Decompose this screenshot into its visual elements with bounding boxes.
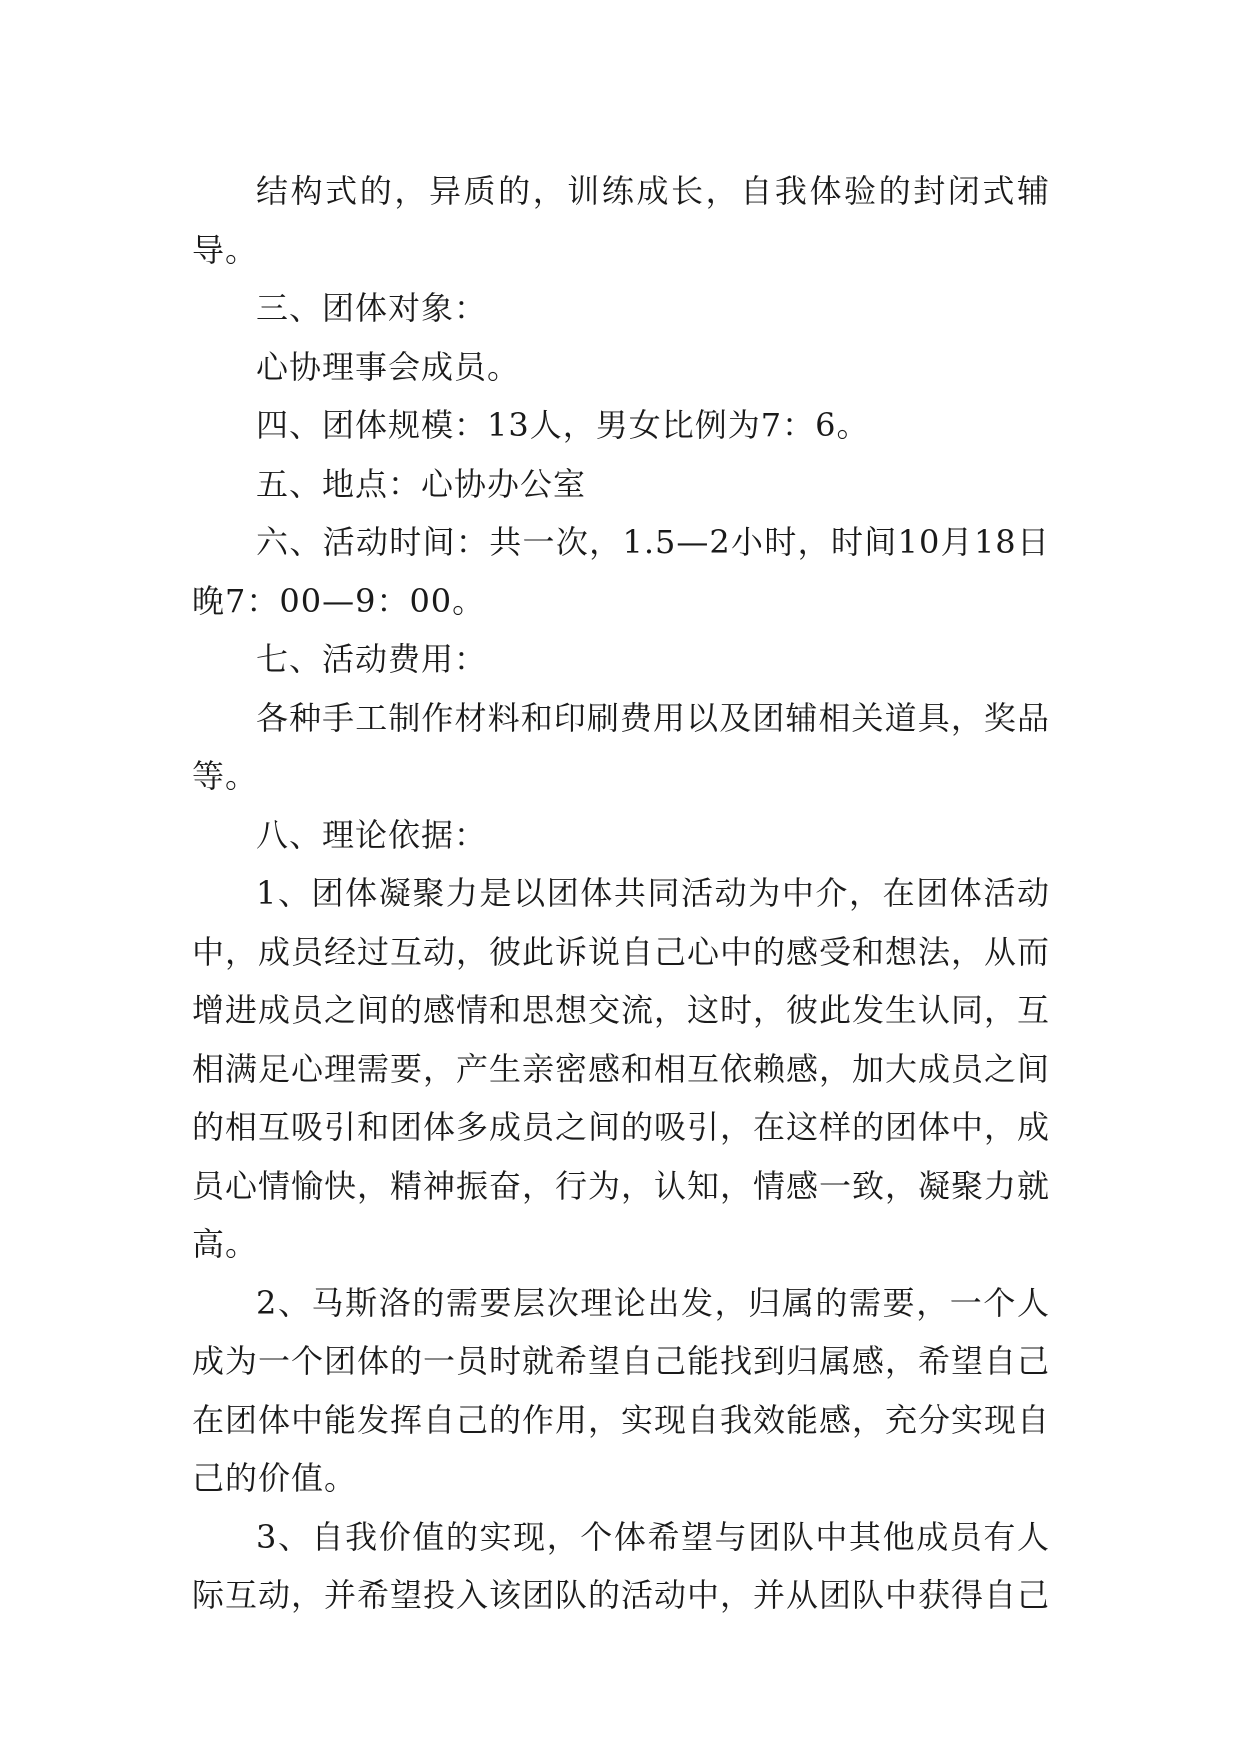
- paragraph-theory-3: 3、自我价值的实现，个体希望与团队中其他成员有人际互动，并希望投入该团队的活动中，并从团队中获得自己: [192, 1517, 1051, 1614]
- document-body: [192, 162, 1050, 1625]
- paragraph-group-size: 四、团体规模：13人，男女比例为7：6。: [256, 406, 870, 444]
- heading-activity-cost: 七、活动费用：: [256, 640, 488, 678]
- heading-theory-basis: 八、理论依据：: [256, 815, 488, 854]
- paragraph-activity-time: 六、活动时间：共一次，1.5—2小时，时间10月18日晚7：00—9：00。: [192, 523, 1050, 620]
- paragraph-theory-2: 2、马斯洛的需要层次理论出发，归属的需要，一个人成为一个团体的一员时就希望自己能找到归属感，希望自己在团体中能发挥自己的作用，实现自我效能感，充分实现自己的价值。: [192, 1283, 1051, 1497]
- paragraph-theory-1: 1、团体凝聚力是以团体共同活动为中介，在团体活动中，成员经过互动，彼此诉说自己心中的感受和想法，从而增进成员之间的感情和思想交流，这时，彼此发生认同，互相满足心理需要，产生亲密感和相互依赖感，加大成员之间的相互吸引和团体多成员之间的吸引，在这样的团体中，成员心情愉快，精神振奋，行为，认知，情感一致，凝聚力就高。: [192, 874, 1051, 1263]
- paragraph-intro-tail: 结构式的，异质的，训练成长，自我体验的封闭式辅导。: [192, 172, 1050, 269]
- paragraph-group-target: 心协理事会成员。: [256, 347, 521, 386]
- heading-group-target: 三、团体对象：: [256, 289, 488, 327]
- paragraph-location: 五、地点：心协办公室: [256, 464, 587, 503]
- paragraph-activity-cost: 各种手工制作材料和印刷费用以及团辅相关道具，奖品等。: [192, 698, 1050, 795]
